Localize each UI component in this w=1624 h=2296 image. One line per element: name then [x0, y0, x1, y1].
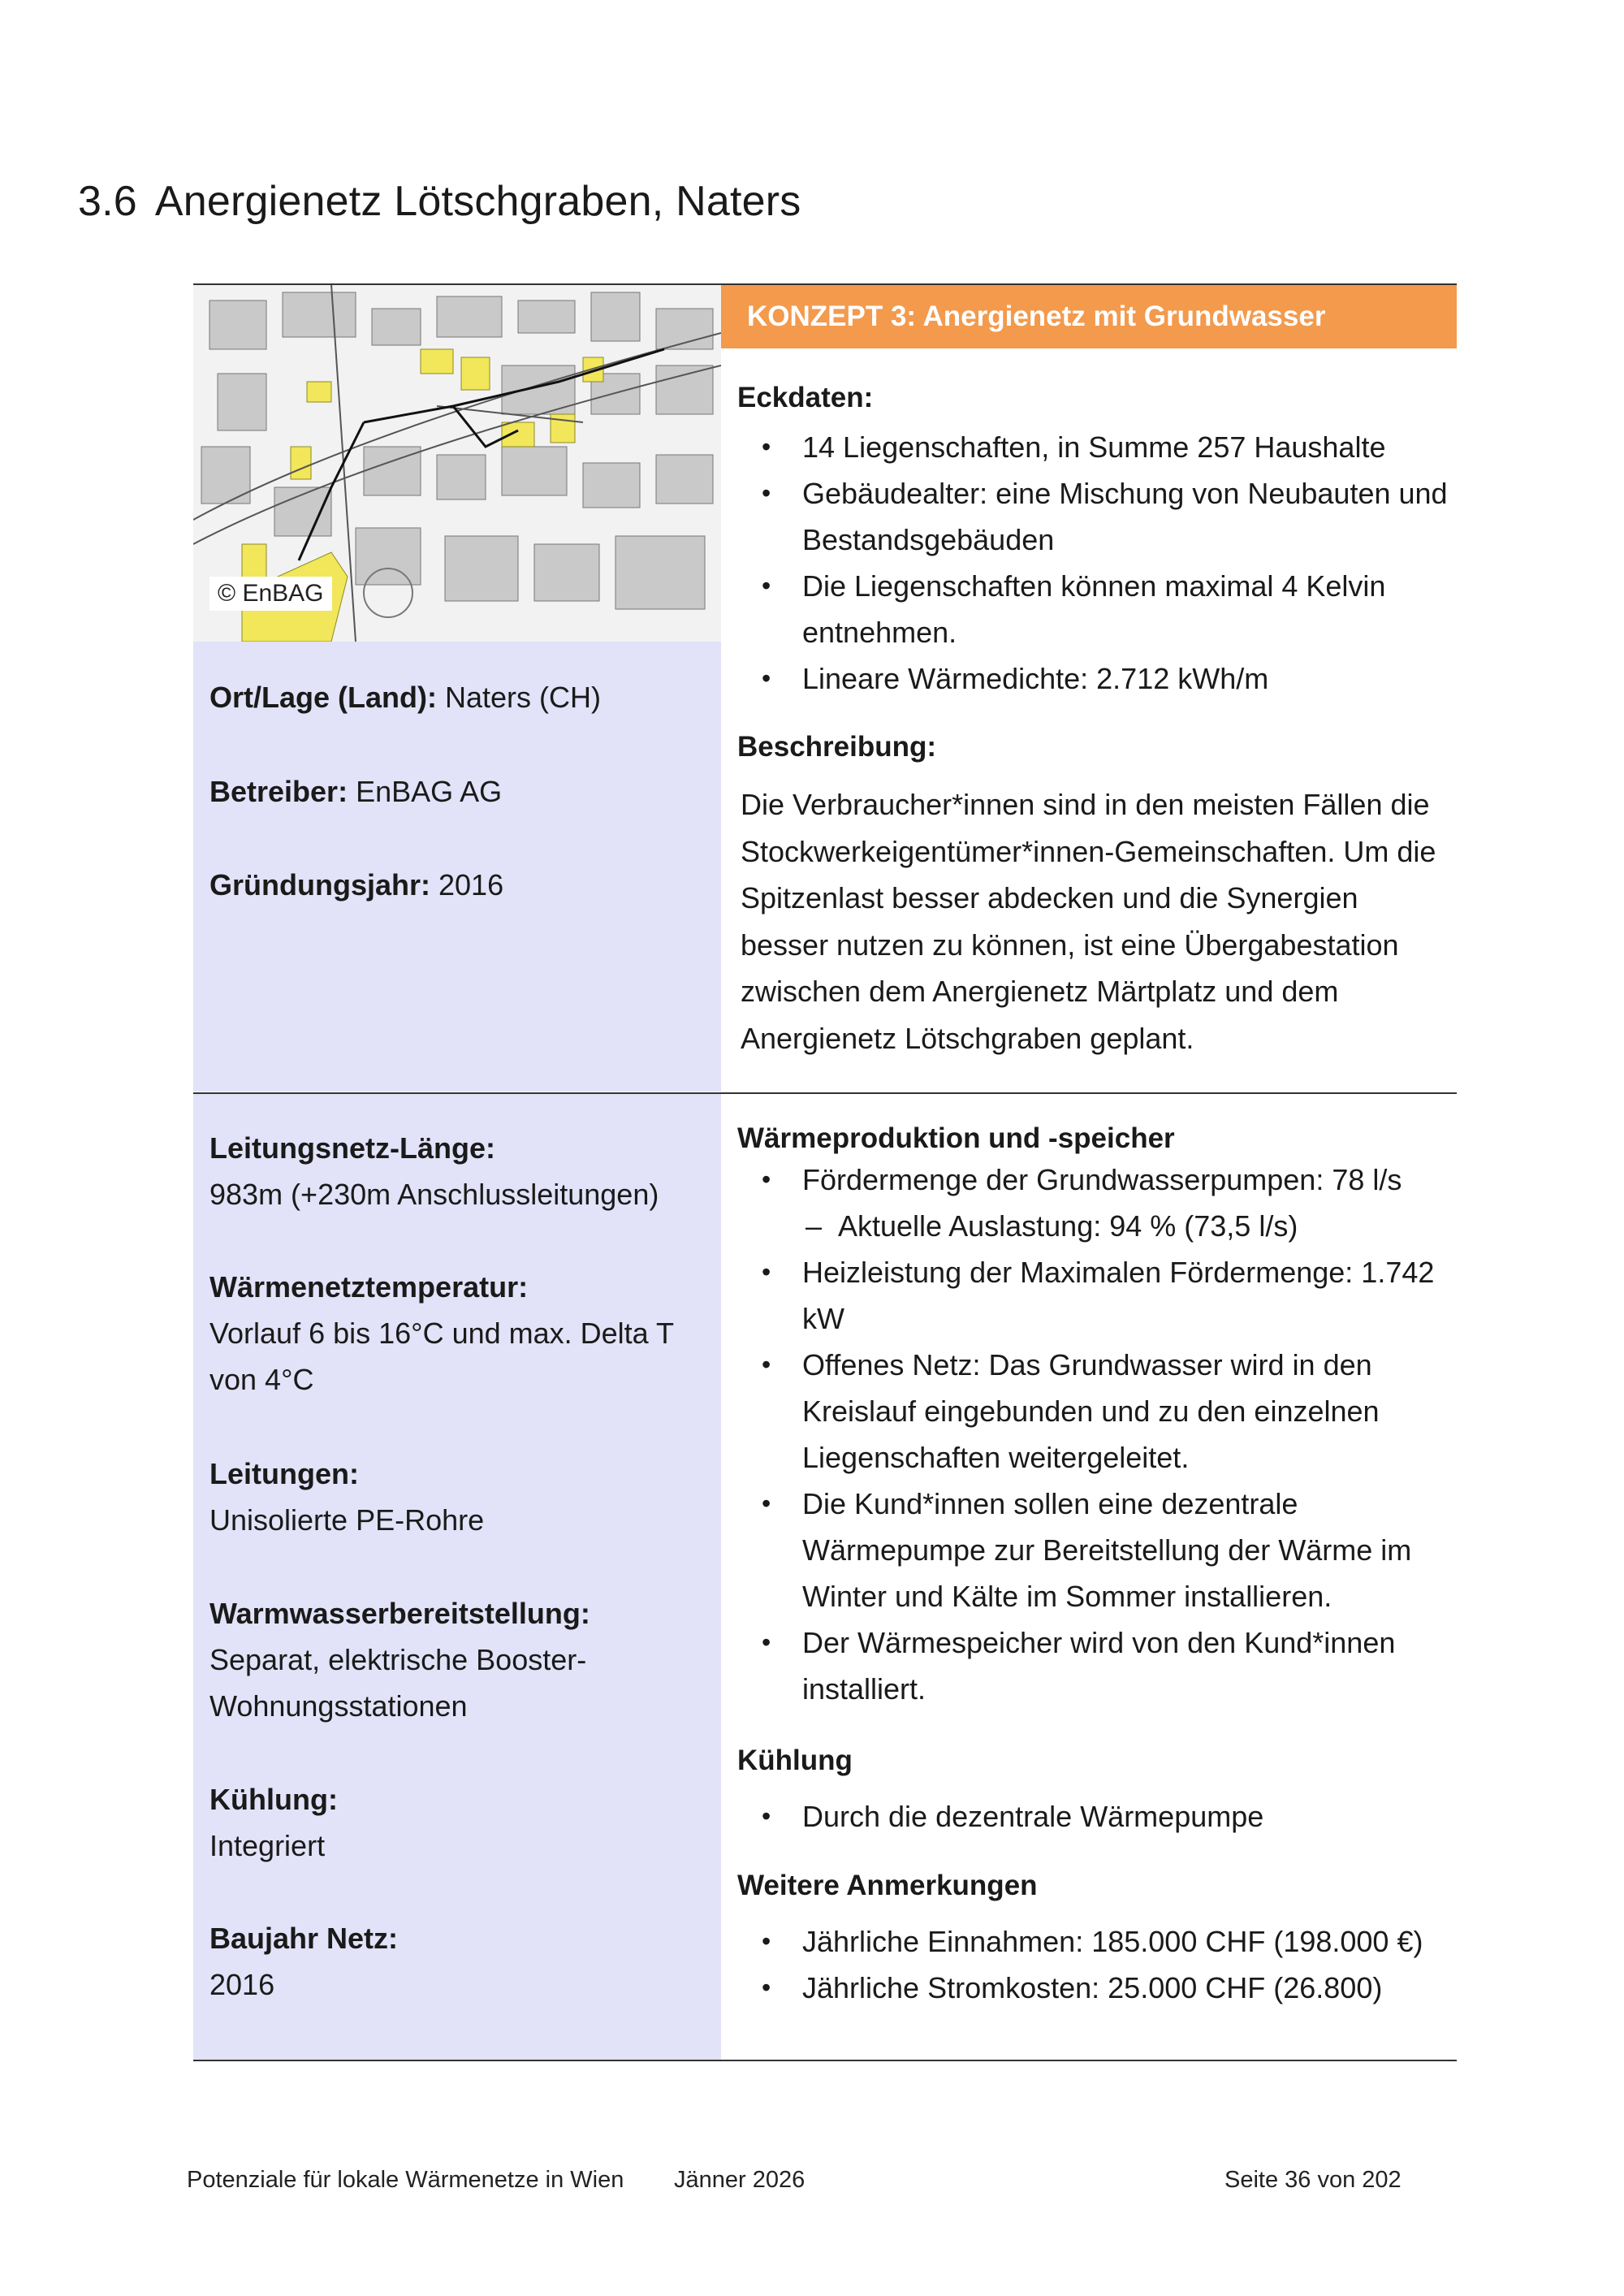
warmwasser-label: Warmwasserbereitstellung: — [209, 1597, 590, 1630]
section-heading — [78, 177, 801, 226]
list-item — [737, 1157, 1452, 1249]
list-item: • Jährliche Stromkosten: 25.000 CHF (26.800) — [737, 1965, 1452, 2011]
ort-label: Ort/Lage (Land): — [209, 681, 437, 714]
anmerkungen-heading: Weitere Anmerkungen — [737, 1870, 1038, 1901]
eckdaten-list — [737, 424, 1452, 702]
list-item: • Die Kund*innen sollen eine dezentrale Wärmepumpe zur Bereitstellung der Wärme im Winter und Kälte im Sommer installieren. — [737, 1481, 1452, 1619]
list-item: • Der Wärmespeicher wird von den Kund*innen installiert. — [737, 1619, 1452, 1712]
baujahr-value: 2016 — [209, 1968, 275, 2001]
anmerkungen-list — [737, 1918, 1452, 2011]
leitungsnetz-laenge — [209, 1125, 697, 1217]
table-bottom-rule — [193, 2060, 1457, 2061]
kuehlung-label: Kühlung: — [209, 1783, 338, 1816]
ort-value: Naters (CH) — [445, 681, 602, 714]
footer-title: Potenziale für lokale Wärmenetze in Wien — [187, 2167, 624, 2193]
gruendungsjahr — [209, 862, 503, 908]
list-item: • Gebäudealter: eine Mischung von Neubauten und Bestandsgebäuden — [737, 470, 1452, 563]
section-title: Anergienetz Lötschgraben, Naters — [154, 178, 801, 225]
eckdaten-heading: Eckdaten: — [737, 382, 874, 413]
leitungen-value: Unisolierte PE-Rohre — [209, 1503, 485, 1537]
kuehlung-heading: Kühlung — [737, 1745, 853, 1776]
temperatur-label: Wärmenetztemperatur: — [209, 1270, 529, 1304]
gruendung-value: 2016 — [438, 868, 504, 902]
list-item: • Offenes Netz: Das Grundwasser wird in den Kreislauf eingebunden und zu den einzelnen Liegenschaften weitergeleitet. — [737, 1342, 1452, 1481]
beschreibung-heading: Beschreibung: — [737, 731, 937, 763]
kuehlung-info — [209, 1776, 697, 1869]
list-item: • Die Liegenschaften können maximal 4 Kelvin entnehmen. — [737, 563, 1452, 655]
footer-page-number: Seite 36 von 202 — [1224, 2167, 1402, 2193]
waermeproduktion-heading: Wärmeproduktion und -speicher — [737, 1122, 1175, 1154]
kuehlung-list — [737, 1793, 1452, 1840]
temperatur-value: Vorlauf 6 bis 16°C und max. Delta T von 4°C — [209, 1317, 674, 1396]
list-item: • Jährliche Einnahmen: 185.000 CHF (198.000 €) — [737, 1918, 1452, 1965]
waermeproduktion-list — [737, 1157, 1452, 1712]
beschreibung-text: Die Verbraucher*innen sind in den meisten Fällen die Stockwerkeigentümer*innen-Gemeinschaften. Um die Spitzenlast besser abdecken und die Synergien besser nutzen zu können, ist eine Übergabestation zwischen dem Anergienetz Märtplatz und dem Anergienetz Lötschgraben geplant. — [741, 788, 1436, 1055]
site-map-image — [193, 284, 721, 642]
sub-list — [802, 1203, 1452, 1249]
table-middle-rule — [193, 1092, 1457, 1094]
list-item: • Heizleistung der Maximalen Fördermenge: 1.742 kW — [737, 1249, 1452, 1342]
kuehlung-value: Integriert — [209, 1829, 326, 1862]
leitungsnetz-label: Leitungsnetz-Länge: — [209, 1131, 495, 1165]
leitungen-label: Leitungen: — [209, 1457, 359, 1490]
betreiber — [209, 768, 502, 815]
betreiber-value: EnBAG AG — [356, 775, 503, 808]
list-item: • Durch die dezentrale Wärmepumpe — [737, 1793, 1452, 1840]
ort-lage — [209, 674, 601, 720]
warmwasser-value: Separat, elektrische Booster-Wohnungsstationen — [209, 1643, 587, 1723]
section-number: 3.6 — [78, 178, 137, 225]
leitungsnetz-value: 983m (+230m Anschlussleitungen) — [209, 1178, 659, 1211]
waermenetztemperatur — [209, 1264, 697, 1403]
footer-date: Jänner 2026 — [674, 2167, 806, 2193]
list-item: • 14 Liegenschaften, in Summe 257 Haushalte — [737, 424, 1452, 470]
baujahr-label: Baujahr Netz: — [209, 1922, 399, 1955]
list-item: • Lineare Wärmedichte: 2.712 kWh/m — [737, 655, 1452, 702]
concept-banner: KONZEPT 3: Anergienetz mit Grundwasser — [721, 285, 1457, 348]
baujahr-netz — [209, 1915, 697, 2008]
map-copyright: © EnBAG — [209, 577, 332, 611]
leitungen — [209, 1451, 697, 1543]
betreiber-label: Betreiber: — [209, 775, 348, 808]
gruendung-label: Gründungsjahr: — [209, 868, 430, 902]
sub-list-item: – Aktuelle Auslastung: 94 % (73,5 l/s) — [802, 1203, 1452, 1249]
warmwasserbereitstellung — [209, 1590, 615, 1729]
list-item-text: Fördermenge der Grundwasserpumpen: 78 l/s — [802, 1163, 1402, 1196]
